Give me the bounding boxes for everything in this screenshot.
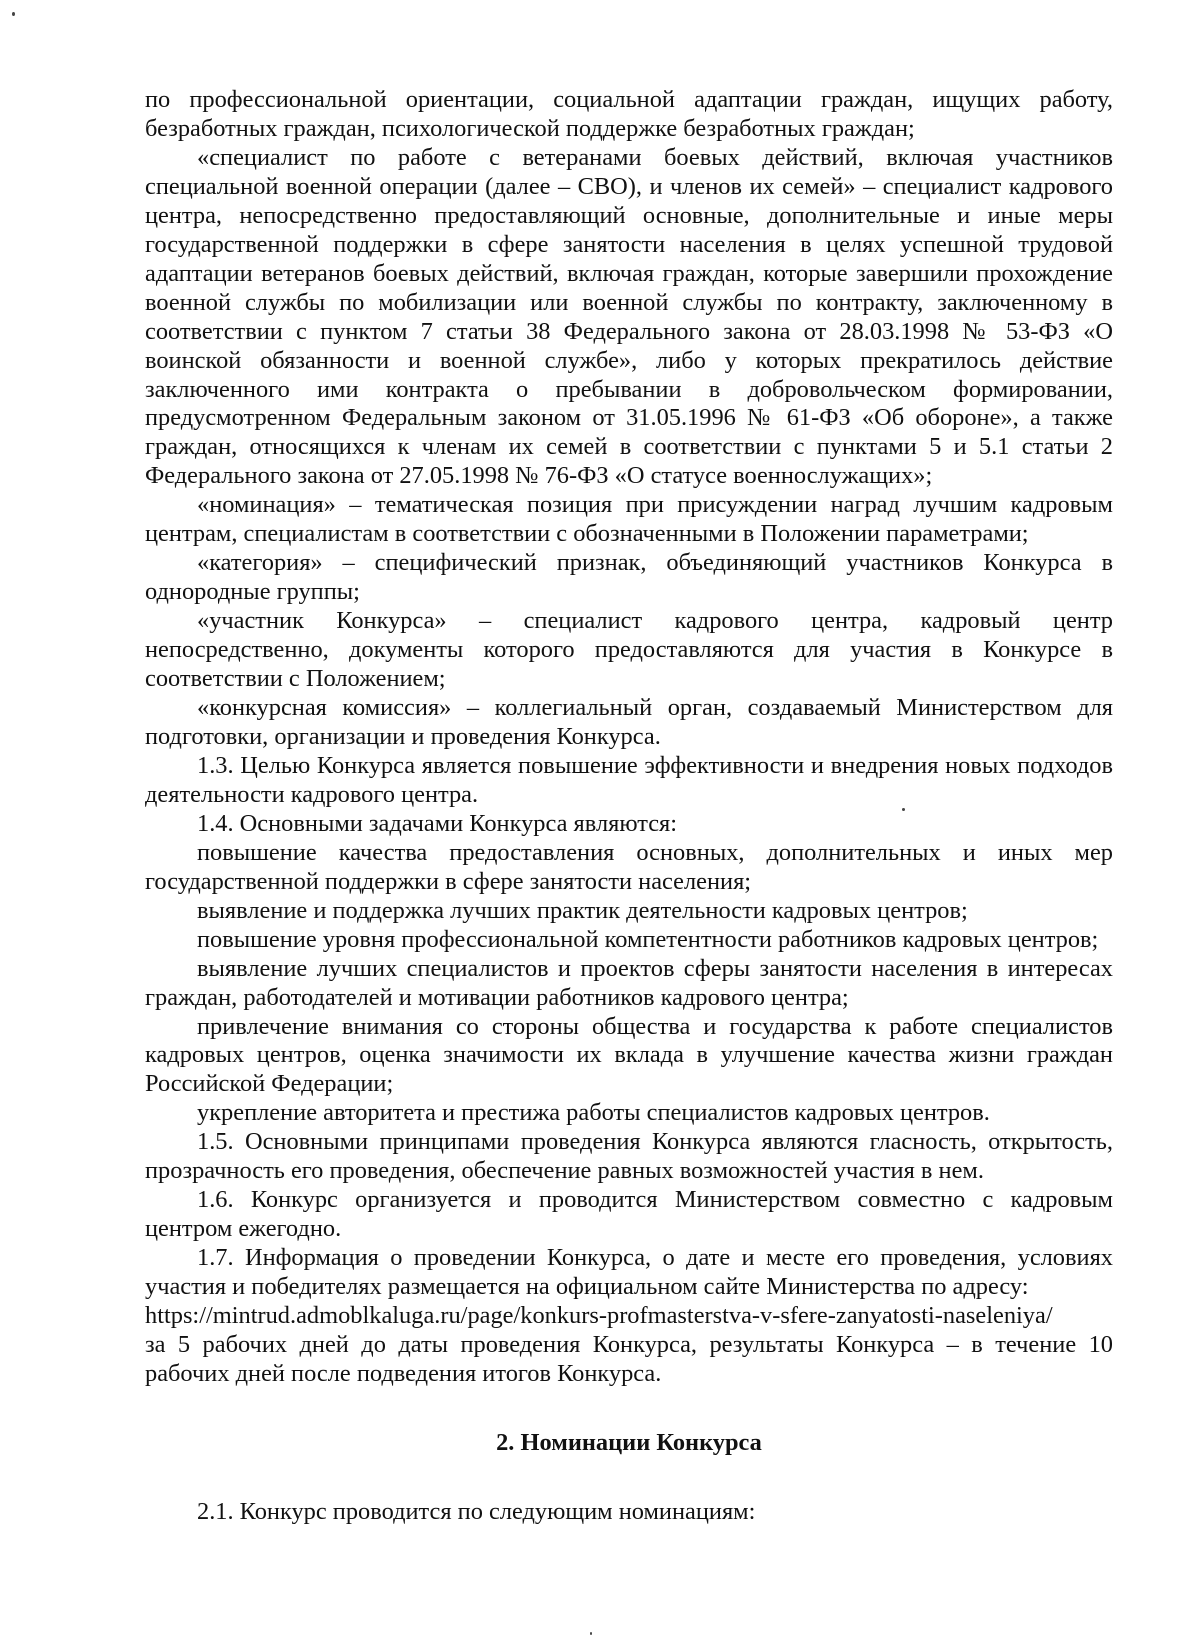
task-item: повышение качества предоставления основных, дополнительных и иных мер государственной поддержки в сфере занятости населения; bbox=[145, 838, 1113, 895]
document-body bbox=[145, 86, 1113, 1527]
scan-speck bbox=[590, 1632, 592, 1635]
ministry-url: https://mintrud.admoblkaluga.ru/page/konkurs-profmasterstva-v-sfere-zanyatosti-naseleniya/ bbox=[145, 1302, 1053, 1330]
scan-speck bbox=[12, 12, 15, 16]
body-paragraph: за 5 рабочих дней до даты проведения Конкурса, результаты Конкурса – в течение 10 рабочих дней после подведения итогов Конкурса. bbox=[145, 1330, 1113, 1387]
task-item: привлечение внимания со стороны общества и государства к работе специалистов кадровых центров, оценка значимости их вклада в улучшение качества жизни граждан Российской Федерации; bbox=[145, 1012, 1113, 1098]
clause-paragraph: 1.7. Информация о проведении Конкурса, о дате и месте его проведения, условиях участия и победителях размещается на официальном сайте Министерства по адресу: bbox=[145, 1244, 1113, 1301]
task-item: укрепление авторитета и престижа работы специалистов кадровых центров. bbox=[197, 1099, 990, 1127]
definition-paragraph: «категория» – специфический признак, объединяющий участников Конкурса в однородные группы; bbox=[145, 549, 1113, 606]
section-heading: 2. Номинации Конкурса bbox=[496, 1428, 762, 1456]
clause-paragraph: 1.3. Целью Конкурса является повышение эффективности и внедрения новых подходов деятельности кадрового центра. bbox=[145, 751, 1113, 808]
task-item: выявление лучших специалистов и проектов сферы занятости населения в интересах граждан, работодателей и мотивации работников кадрового центра; bbox=[145, 954, 1113, 1011]
definition-paragraph: «участник Конкурса» – специалист кадрового центра, кадровый центр непосредственно, документы которого предоставляются для участия в Конкурсе в соответствии с Положением; bbox=[145, 607, 1113, 693]
clause-paragraph: 2.1. Конкурс проводится по следующим номинациям: bbox=[197, 1497, 756, 1525]
definition-paragraph: «конкурсная комиссия» – коллегиальный орган, создаваемый Министерством для подготовки, организации и проведения Конкурса. bbox=[145, 694, 1113, 750]
clause-paragraph: 1.4. Основными задачами Конкурса являются: bbox=[197, 809, 678, 837]
clause-paragraph: 1.5. Основными принципами проведения Конкурса являются гласность, открытость, прозрачность его проведения, обеспечение равных возможностей участия в нем. bbox=[145, 1128, 1113, 1185]
definition-paragraph: «специалист по работе с ветеранами боевых действий, включая участников специальной военной операции (далее – СВО), и членов их семей» – специалист кадрового центра, непосредственно предоставляющий основные, дополнительные и иные меры государственной поддержки в сфере занятости населения в целях успешной трудовой адаптации ветеранов боевых действий, включая граждан, которые завершили прохождение военной службы по мобилизации или военной службы по контракту, заключенному в соответствии с пунктом 7 статьи 38 Федерального закона от 28.03.1998 № 53-ФЗ «О воинской обязанности и военной службе», либо у которых прекратилось действие заключенного ими контракта о пребывании в добровольческом формировании, предусмотренном Федеральным законом от 31.05.1996 № 61-ФЗ «Об обороне», а также граждан, относящихся к членам их семей в соответствии с пунктами 5 и 5.1 статьи 2 Федерального закона от 27.05.1998 № 76-ФЗ «О статусе военнослужащих»; bbox=[145, 143, 1113, 490]
task-item: повышение уровня профессиональной компетентности работников кадровых центров; bbox=[197, 925, 1099, 953]
task-item: выявление и поддержка лучших практик деятельности кадровых центров; bbox=[197, 896, 968, 924]
body-paragraph: по профессиональной ориентации, социальной адаптации граждан, ищущих работу, безработных граждан, психологической поддержке безработных граждан; bbox=[145, 86, 1113, 142]
definition-paragraph: «номинация» – тематическая позиция при присуждении наград лучшим кадровым центрам, специалистам в соответствии с обозначенными в Положении параметрами; bbox=[145, 491, 1113, 548]
clause-paragraph: 1.6. Конкурс организуется и проводится Министерством совместно с кадровым центром ежегодно. bbox=[145, 1186, 1113, 1243]
